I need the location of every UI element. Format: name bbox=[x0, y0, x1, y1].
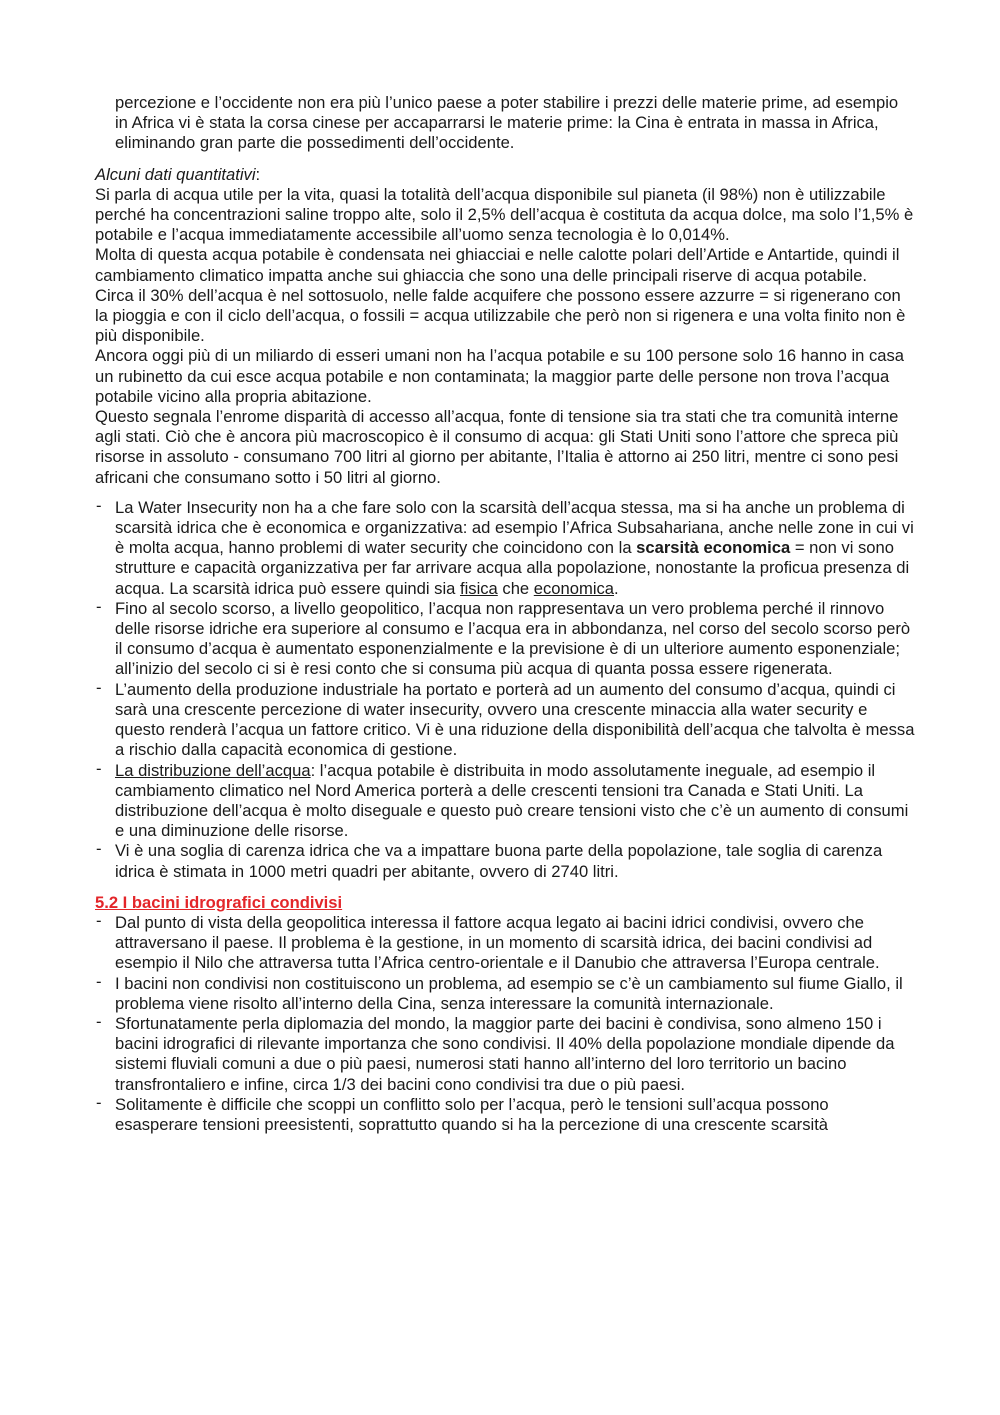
bacini-list bbox=[95, 913, 915, 1135]
underlined-term-distribuzione: La distribuzione dell’acqua bbox=[115, 760, 311, 780]
spacer bbox=[95, 154, 915, 165]
list-item: - Solitamente è difficile che scoppi un conflitto solo per l’acqua, però le tensioni sull’acqua possono esasperare tensioni preesistenti, soprattutto quando si ha la percezione di una crescente scarsità bbox=[95, 1095, 915, 1135]
list-item-text: = non vi sono strutture e capacità organizzativa per far arrivare acqua alla popolazione, nonostante la proficua presenza di acqua. La scarsità idrica può essere quindi sia bbox=[115, 538, 910, 598]
document-page bbox=[95, 93, 915, 1135]
dati-label-colon: : bbox=[255, 164, 261, 184]
list-item-text: che bbox=[497, 578, 534, 598]
list-item: - Fino al secolo scorso, a livello geopolitico, l’acqua non rappresentava un vero problema perché il rinnovo delle risorse idriche era superiore al consumo e l’acqua era in abbondanza, nel corso del secolo scorso però il consumo d’acqua è aumentato esponenzialmente e la previsione è di un ulteriore aumento esponenziale; all’inizio del secolo ci si è resi conto che si consuma più acqua di quanta possa essere rigenerata. bbox=[95, 599, 915, 680]
water-insecurity-list bbox=[95, 498, 915, 882]
list-item bbox=[95, 761, 915, 842]
list-item: - I bacini non condivisi non costituiscono un problema, ad esempio se c’è un cambiamento sul fiume Giallo, il problema viene risolto all’interno della Cina, senza interessare la comunità internazionale. bbox=[95, 974, 915, 1014]
spacer bbox=[95, 882, 915, 893]
list-item: - Dal punto di vista della geopolitica interessa il fattore acqua legato ai bacini idrici condivisi, ovvero che attraversano il paese. Il problema è la gestione, in un momento di scarsità idrica, dei bacini condivisi ad esempio il Nilo che attraversa tutta l’Africa centro-orientale e il Danubio che attraversa l’Europa centrale. bbox=[95, 913, 915, 974]
section-heading: 5.2 I bacini idrografici condivisi bbox=[95, 892, 343, 912]
list-item: - Sfortunatamente perla diplomazia del mondo, la maggior parte dei bacini è condivisa, sono almeno 150 i bacini idrografici di rilevante importanza che sono condivisi. Il 40% della popolazione mondiale dipende da sistemi fluviali comuni a due o più paesi, numerosi stati hanno all’interno del loro territorio un bacino transfrontaliero e infine, circa 1/3 dei bacini cono condivisi tra due o più paesi. bbox=[95, 1014, 915, 1095]
bold-term: scarsità economica bbox=[636, 538, 791, 558]
dati-paragraph: Molta di questa acqua potabile è condensata nei ghiacciai e nelle calotte polari dell’Artide e Antartide, quindi il cambiamento climatico impatta anche sui ghiaccia che sono una delle principali riserve di acqua potabile. bbox=[95, 245, 900, 285]
dati-paragraph: Circa il 30% dell’acqua è nel sottosuolo, nelle falde acquifere che possono essere azzurre = si rigenerano con la pioggia e con il ciclo dell’acqua, o fossili = acqua utilizzabile che però non si rigenera e una volta finito non è più disponibile. bbox=[95, 285, 906, 346]
spacer bbox=[95, 488, 915, 498]
list-item-text: . bbox=[614, 578, 619, 598]
dati-paragraph: Ancora oggi più di un miliardo di esseri umani non ha l’acqua potabile e su 100 persone solo 16 hanno in casa un rubinetto da cui esce acqua potabile e non contaminata; la maggior parte delle persone non trova l’acqua potabile vicino alla propria abitazione. bbox=[95, 346, 905, 406]
dati-paragraph: Si parla di acqua utile per la vita, quasi la totalità dell’acqua disponibile sul pianeta (il 98%) non è utilizzabile perché ha concentrazioni saline troppo alte, solo il 2,5% dell’acqua è costituta da acqua dolce, ma solo l’1,5% è potabile e l’acqua immediatamente accessibile all’uomo senza tecnologia è lo 0,014%. bbox=[95, 184, 914, 245]
dati-paragraph: Questo segnala l’enrome disparità di accesso all’acqua, fonte di tensione sia tra stati che tra comunità interne agli stati. Ciò che è ancora più macroscopico è il consumo di acqua: gli Stati Uniti sono l’attore che spreca più risorse in assoluto - consumano 700 litri al giorno per abitante, l’Italia è attorno ai 250 litri, mentre ci sono pesi africani che consumano sotto i 50 litri al giorno. bbox=[95, 407, 899, 487]
list-item bbox=[95, 498, 915, 599]
dati-label-line bbox=[95, 165, 915, 185]
dati-label: Alcuni dati quantitativi bbox=[95, 164, 256, 184]
list-item: - L’aumento della produzione industriale ha portato e porterà ad un aumento del consumo d’acqua, quindi ci sarà una crescente percezione di water insecurity, ovvero una crescente minaccia alla water security e questo renderà l’acqua un fattore critico. Vi è una riduzione della disponibilità dell’acqua che talvolta è messa a rischio dalla capacità economica di gestione. bbox=[95, 680, 915, 761]
list-item: - Vi è una soglia di carenza idrica che va a impattare buona parte della popolazione, tale soglia di carenza idrica è stimata in 1000 metri quadri per abitante, ovvero di 2740 litri. bbox=[95, 841, 915, 881]
list-item-text: La Water Insecurity non ha a che fare solo con la scarsità dell’acqua stessa, ma si ha anche un problema di scarsità idrica che è economica e organizzativa: ad esempio l’Africa Subsahariana, anche nelle zone in cui vi è molta acqua, hanno problemi di water security che coincidono con la bbox=[115, 497, 914, 558]
underlined-term-fisica: fisica bbox=[459, 578, 498, 598]
intro-continuation: percezione e l’occidente non era più l’unico paese a poter stabilire i prezzi delle materie prime, ad esempio in Africa vi è stata la corsa cinese per accaparrarsi le materie prime: la Cina è entrata in massa in Africa, eliminando gran parte die possedimenti dell’occidente. bbox=[115, 93, 899, 153]
underlined-term-economica: economica bbox=[533, 578, 615, 598]
list-item-text: : l’acqua potabile è distribuita in modo assolutamente ineguale, ad esempio il cambiamento climatico nel Nord America porterà a delle crescenti tensioni tra Canada e Stati Uniti. La distribuzione dell’acqua è molto diseguale e questo può creare tensioni visto che c’è un aumento di consumi e una diminuzione delle risorse. bbox=[115, 760, 909, 841]
